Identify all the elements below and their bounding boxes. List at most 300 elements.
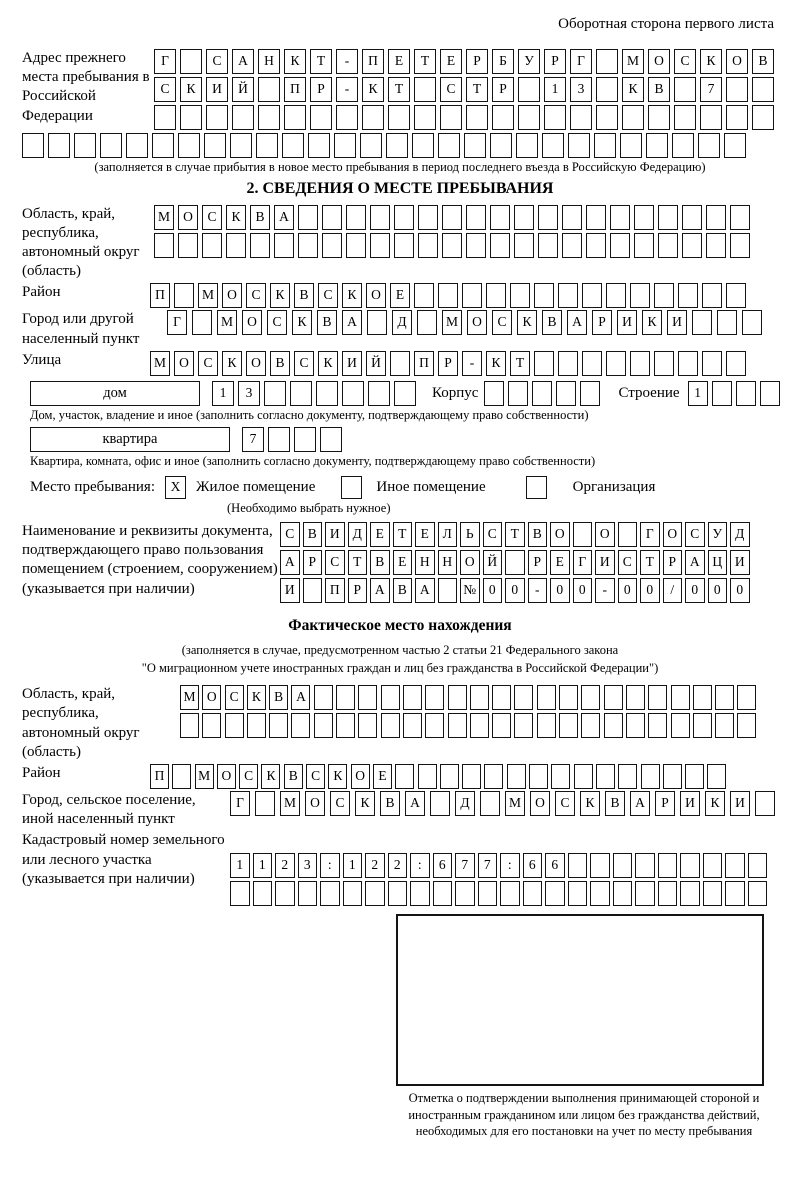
char-cell[interactable]	[298, 205, 318, 230]
char-cell[interactable]: 0	[483, 578, 503, 603]
char-cell[interactable]	[442, 233, 462, 258]
char-cell[interactable]: П	[362, 49, 384, 74]
char-cell[interactable]	[492, 685, 511, 710]
char-cell[interactable]	[518, 105, 540, 130]
char-cell[interactable]: Д	[348, 522, 368, 547]
char-cell[interactable]: С	[318, 283, 338, 308]
char-cell[interactable]: Г	[167, 310, 187, 335]
char-cell[interactable]	[484, 764, 503, 789]
char-cell[interactable]	[514, 685, 533, 710]
char-cell[interactable]	[559, 685, 578, 710]
char-cell[interactable]: А	[232, 49, 254, 74]
char-cell[interactable]	[486, 283, 506, 308]
char-cell[interactable]	[570, 105, 592, 130]
char-cell[interactable]	[594, 133, 616, 158]
char-cell[interactable]: С	[555, 791, 575, 816]
char-cell[interactable]	[703, 881, 723, 906]
char-cell[interactable]: 3	[570, 77, 592, 102]
char-cell[interactable]	[726, 283, 746, 308]
char-cell[interactable]	[556, 381, 576, 406]
char-cell[interactable]	[534, 351, 554, 376]
char-cell[interactable]: Й	[483, 550, 503, 575]
char-cell[interactable]	[154, 105, 176, 130]
char-cell[interactable]	[394, 233, 414, 258]
char-cell[interactable]	[596, 105, 618, 130]
char-cell[interactable]	[748, 853, 768, 878]
char-cell[interactable]	[386, 133, 408, 158]
char-cell[interactable]	[202, 713, 221, 738]
char-cell[interactable]: Р	[492, 77, 514, 102]
char-cell[interactable]: О	[460, 550, 480, 575]
char-cell[interactable]	[646, 133, 668, 158]
char-cell[interactable]: И	[595, 550, 615, 575]
char-cell[interactable]	[558, 351, 578, 376]
char-cell[interactable]: А	[274, 205, 294, 230]
char-cell[interactable]: У	[518, 49, 540, 74]
char-cell[interactable]	[537, 685, 556, 710]
char-cell[interactable]: К	[261, 764, 280, 789]
char-cell[interactable]	[490, 133, 512, 158]
char-cell[interactable]: С	[492, 310, 512, 335]
char-cell[interactable]: С	[225, 685, 244, 710]
char-cell[interactable]	[590, 853, 610, 878]
char-cell[interactable]	[440, 764, 459, 789]
char-cell[interactable]: Н	[415, 550, 435, 575]
char-cell[interactable]: И	[617, 310, 637, 335]
char-cell[interactable]: 7	[455, 853, 475, 878]
char-cell[interactable]: В	[542, 310, 562, 335]
char-cell[interactable]	[674, 77, 696, 102]
char-cell[interactable]	[381, 713, 400, 738]
checkbox-residential[interactable]: X	[165, 476, 186, 499]
char-cell[interactable]	[514, 233, 534, 258]
char-cell[interactable]	[367, 310, 387, 335]
char-cell[interactable]	[725, 881, 745, 906]
char-cell[interactable]	[336, 713, 355, 738]
char-cell[interactable]	[202, 233, 222, 258]
char-cell[interactable]: О	[222, 283, 242, 308]
char-cell[interactable]	[510, 283, 530, 308]
char-cell[interactable]	[654, 351, 674, 376]
char-cell[interactable]	[430, 791, 450, 816]
char-cell[interactable]: А	[685, 550, 705, 575]
char-cell[interactable]	[365, 881, 385, 906]
char-cell[interactable]: О	[242, 310, 262, 335]
char-cell[interactable]	[247, 713, 266, 738]
char-cell[interactable]	[678, 351, 698, 376]
char-cell[interactable]: Т	[640, 550, 660, 575]
char-cell[interactable]	[706, 233, 726, 258]
char-cell[interactable]: О	[530, 791, 550, 816]
char-cell[interactable]: К	[362, 77, 384, 102]
char-cell[interactable]: 7	[242, 427, 264, 452]
char-cell[interactable]	[658, 205, 678, 230]
char-cell[interactable]	[362, 105, 384, 130]
char-cell[interactable]	[568, 133, 590, 158]
char-cell[interactable]	[425, 685, 444, 710]
char-cell[interactable]	[706, 205, 726, 230]
char-cell[interactable]	[274, 233, 294, 258]
char-cell[interactable]: М	[280, 791, 300, 816]
char-cell[interactable]	[412, 133, 434, 158]
char-cell[interactable]: К	[318, 351, 338, 376]
char-cell[interactable]	[702, 283, 722, 308]
char-cell[interactable]	[542, 133, 564, 158]
char-cell[interactable]: В	[294, 283, 314, 308]
char-cell[interactable]	[508, 381, 528, 406]
char-cell[interactable]	[230, 133, 252, 158]
char-cell[interactable]: Й	[366, 351, 386, 376]
char-cell[interactable]	[730, 205, 750, 230]
char-cell[interactable]: О	[663, 522, 683, 547]
char-cell[interactable]	[678, 283, 698, 308]
char-cell[interactable]	[492, 105, 514, 130]
char-cell[interactable]: В	[605, 791, 625, 816]
char-cell[interactable]: О	[351, 764, 370, 789]
char-cell[interactable]	[680, 881, 700, 906]
char-cell[interactable]: М	[217, 310, 237, 335]
char-cell[interactable]	[448, 685, 467, 710]
char-cell[interactable]	[538, 233, 558, 258]
char-cell[interactable]	[518, 77, 540, 102]
char-cell[interactable]	[635, 853, 655, 878]
char-cell[interactable]	[730, 233, 750, 258]
char-cell[interactable]	[303, 578, 323, 603]
char-cell[interactable]	[725, 853, 745, 878]
char-cell[interactable]	[618, 764, 637, 789]
char-cell[interactable]	[206, 105, 228, 130]
char-cell[interactable]	[742, 310, 762, 335]
char-cell[interactable]	[559, 713, 578, 738]
char-cell[interactable]: К	[226, 205, 246, 230]
char-cell[interactable]	[606, 351, 626, 376]
char-cell[interactable]	[433, 881, 453, 906]
char-cell[interactable]	[368, 381, 390, 406]
char-cell[interactable]: И	[342, 351, 362, 376]
char-cell[interactable]	[736, 381, 756, 406]
char-cell[interactable]	[726, 77, 748, 102]
char-cell[interactable]	[466, 205, 486, 230]
char-cell[interactable]: Е	[440, 49, 462, 74]
char-cell[interactable]: 7	[478, 853, 498, 878]
char-cell[interactable]	[752, 77, 774, 102]
char-cell[interactable]: В	[380, 791, 400, 816]
char-cell[interactable]	[658, 881, 678, 906]
char-cell[interactable]	[230, 881, 250, 906]
char-cell[interactable]	[172, 764, 191, 789]
char-cell[interactable]	[692, 310, 712, 335]
char-cell[interactable]: Р	[466, 49, 488, 74]
char-cell[interactable]	[658, 853, 678, 878]
char-cell[interactable]	[613, 881, 633, 906]
char-cell[interactable]	[648, 685, 667, 710]
char-cell[interactable]	[672, 133, 694, 158]
char-cell[interactable]	[626, 713, 645, 738]
char-cell[interactable]	[388, 105, 410, 130]
char-cell[interactable]: 0	[685, 578, 705, 603]
char-cell[interactable]: /	[663, 578, 683, 603]
char-cell[interactable]: Е	[370, 522, 390, 547]
char-cell[interactable]	[480, 791, 500, 816]
char-cell[interactable]	[748, 881, 768, 906]
char-cell[interactable]: О	[648, 49, 670, 74]
char-cell[interactable]	[618, 522, 638, 547]
char-cell[interactable]: 0	[505, 578, 525, 603]
char-cell[interactable]	[74, 133, 96, 158]
char-cell[interactable]: 2	[365, 853, 385, 878]
char-cell[interactable]	[484, 381, 504, 406]
char-cell[interactable]: О	[178, 205, 198, 230]
char-cell[interactable]	[390, 351, 410, 376]
char-cell[interactable]: Б	[492, 49, 514, 74]
char-cell[interactable]: Т	[310, 49, 332, 74]
char-cell[interactable]: 7	[700, 77, 722, 102]
char-cell[interactable]	[658, 233, 678, 258]
char-cell[interactable]	[466, 105, 488, 130]
char-cell[interactable]: Р	[544, 49, 566, 74]
char-cell[interactable]	[682, 233, 702, 258]
char-cell[interactable]: К	[342, 283, 362, 308]
char-cell[interactable]	[470, 685, 489, 710]
char-cell[interactable]: С	[306, 764, 325, 789]
char-cell[interactable]: 1	[544, 77, 566, 102]
checkbox-organization[interactable]	[526, 476, 547, 499]
char-cell[interactable]	[414, 77, 436, 102]
char-cell[interactable]: А	[342, 310, 362, 335]
char-cell[interactable]	[152, 133, 174, 158]
char-cell[interactable]	[702, 351, 722, 376]
char-cell[interactable]: И	[680, 791, 700, 816]
char-cell[interactable]: 1	[212, 381, 234, 406]
char-cell[interactable]	[425, 713, 444, 738]
char-cell[interactable]: Е	[415, 522, 435, 547]
char-cell[interactable]: О	[366, 283, 386, 308]
char-cell[interactable]: В	[370, 550, 390, 575]
char-cell[interactable]: У	[708, 522, 728, 547]
char-cell[interactable]: С	[154, 77, 176, 102]
char-cell[interactable]: М	[180, 685, 199, 710]
char-cell[interactable]	[682, 205, 702, 230]
char-cell[interactable]	[562, 233, 582, 258]
char-cell[interactable]	[568, 881, 588, 906]
char-cell[interactable]	[590, 881, 610, 906]
char-cell[interactable]: П	[325, 578, 345, 603]
char-cell[interactable]: Н	[258, 49, 280, 74]
char-cell[interactable]	[264, 381, 286, 406]
char-cell[interactable]	[232, 105, 254, 130]
char-cell[interactable]	[360, 133, 382, 158]
char-cell[interactable]	[192, 310, 212, 335]
char-cell[interactable]: К	[486, 351, 506, 376]
char-cell[interactable]	[418, 233, 438, 258]
char-cell[interactable]: С	[198, 351, 218, 376]
char-cell[interactable]	[438, 133, 460, 158]
char-cell[interactable]: С	[202, 205, 222, 230]
char-cell[interactable]: 3	[238, 381, 260, 406]
char-cell[interactable]	[466, 233, 486, 258]
char-cell[interactable]	[414, 105, 436, 130]
char-cell[interactable]: К	[328, 764, 347, 789]
char-cell[interactable]	[410, 881, 430, 906]
char-cell[interactable]	[258, 105, 280, 130]
checkbox-other-premises[interactable]	[341, 476, 362, 499]
char-cell[interactable]: Н	[438, 550, 458, 575]
char-cell[interactable]: Й	[232, 77, 254, 102]
char-cell[interactable]: -	[595, 578, 615, 603]
char-cell[interactable]	[574, 764, 593, 789]
char-cell[interactable]	[442, 205, 462, 230]
char-cell[interactable]: 2	[275, 853, 295, 878]
char-cell[interactable]	[630, 283, 650, 308]
char-cell[interactable]	[403, 685, 422, 710]
char-cell[interactable]	[48, 133, 70, 158]
char-cell[interactable]	[626, 685, 645, 710]
char-cell[interactable]: Р	[310, 77, 332, 102]
char-cell[interactable]: И	[667, 310, 687, 335]
char-cell[interactable]	[715, 713, 734, 738]
char-cell[interactable]: В	[648, 77, 670, 102]
char-cell[interactable]: 0	[708, 578, 728, 603]
char-cell[interactable]: 2	[388, 853, 408, 878]
char-cell[interactable]	[314, 685, 333, 710]
char-cell[interactable]	[394, 205, 414, 230]
char-cell[interactable]	[320, 427, 342, 452]
char-cell[interactable]: С	[280, 522, 300, 547]
char-cell[interactable]: М	[622, 49, 644, 74]
char-cell[interactable]	[253, 881, 273, 906]
char-cell[interactable]: О	[305, 791, 325, 816]
char-cell[interactable]	[490, 233, 510, 258]
char-cell[interactable]: 6	[433, 853, 453, 878]
char-cell[interactable]	[314, 713, 333, 738]
char-cell[interactable]	[403, 713, 422, 738]
char-cell[interactable]	[269, 713, 288, 738]
char-cell[interactable]: Л	[438, 522, 458, 547]
char-cell[interactable]	[532, 381, 552, 406]
char-cell[interactable]: К	[700, 49, 722, 74]
char-cell[interactable]	[726, 351, 746, 376]
char-cell[interactable]	[514, 713, 533, 738]
char-cell[interactable]	[712, 381, 732, 406]
char-cell[interactable]	[343, 881, 363, 906]
char-cell[interactable]	[573, 522, 593, 547]
char-cell[interactable]: И	[730, 791, 750, 816]
char-cell[interactable]	[358, 713, 377, 738]
char-cell[interactable]	[581, 685, 600, 710]
char-cell[interactable]	[100, 133, 122, 158]
char-cell[interactable]: Т	[388, 77, 410, 102]
char-cell[interactable]: 0	[640, 578, 660, 603]
char-cell[interactable]: Е	[390, 283, 410, 308]
char-cell[interactable]: И	[730, 550, 750, 575]
char-cell[interactable]	[654, 283, 674, 308]
char-cell[interactable]	[256, 133, 278, 158]
char-cell[interactable]	[703, 853, 723, 878]
char-cell[interactable]: К	[705, 791, 725, 816]
char-cell[interactable]: А	[630, 791, 650, 816]
char-cell[interactable]: Е	[373, 764, 392, 789]
char-cell[interactable]	[320, 881, 340, 906]
char-cell[interactable]: О	[726, 49, 748, 74]
char-cell[interactable]: О	[217, 764, 236, 789]
char-cell[interactable]: А	[567, 310, 587, 335]
char-cell[interactable]: П	[284, 77, 306, 102]
char-cell[interactable]	[298, 881, 318, 906]
char-cell[interactable]: А	[291, 685, 310, 710]
char-cell[interactable]: 0	[550, 578, 570, 603]
char-cell[interactable]: Р	[663, 550, 683, 575]
char-cell[interactable]	[596, 77, 618, 102]
char-cell[interactable]: 1	[688, 381, 708, 406]
char-cell[interactable]	[634, 205, 654, 230]
char-cell[interactable]: А	[280, 550, 300, 575]
char-cell[interactable]: С	[267, 310, 287, 335]
char-cell[interactable]	[755, 791, 775, 816]
char-cell[interactable]	[336, 685, 355, 710]
char-cell[interactable]: Р	[303, 550, 323, 575]
char-cell[interactable]	[604, 713, 623, 738]
char-cell[interactable]: -	[462, 351, 482, 376]
char-cell[interactable]: П	[150, 764, 169, 789]
char-cell[interactable]: Т	[505, 522, 525, 547]
char-cell[interactable]: В	[269, 685, 288, 710]
char-cell[interactable]: С	[674, 49, 696, 74]
char-cell[interactable]	[440, 105, 462, 130]
char-cell[interactable]: К	[292, 310, 312, 335]
char-cell[interactable]: К	[517, 310, 537, 335]
char-cell[interactable]: О	[246, 351, 266, 376]
char-cell[interactable]: К	[180, 77, 202, 102]
char-cell[interactable]	[310, 105, 332, 130]
char-cell[interactable]	[538, 205, 558, 230]
char-cell[interactable]	[322, 205, 342, 230]
char-cell[interactable]: 0	[618, 578, 638, 603]
char-cell[interactable]: К	[222, 351, 242, 376]
char-cell[interactable]	[381, 685, 400, 710]
char-cell[interactable]	[715, 685, 734, 710]
char-cell[interactable]	[438, 578, 458, 603]
char-cell[interactable]	[336, 105, 358, 130]
char-cell[interactable]	[604, 685, 623, 710]
char-cell[interactable]: М	[154, 205, 174, 230]
char-cell[interactable]	[674, 105, 696, 130]
char-cell[interactable]	[685, 764, 704, 789]
char-cell[interactable]	[268, 427, 290, 452]
char-cell[interactable]	[534, 283, 554, 308]
char-cell[interactable]: -	[528, 578, 548, 603]
char-cell[interactable]: С	[618, 550, 638, 575]
char-cell[interactable]: 6	[523, 853, 543, 878]
char-cell[interactable]: И	[206, 77, 228, 102]
char-cell[interactable]	[698, 133, 720, 158]
char-cell[interactable]: Д	[392, 310, 412, 335]
char-cell[interactable]: -	[336, 77, 358, 102]
char-cell[interactable]	[126, 133, 148, 158]
char-cell[interactable]	[760, 381, 780, 406]
char-cell[interactable]: Р	[438, 351, 458, 376]
char-cell[interactable]: С	[294, 351, 314, 376]
char-cell[interactable]	[154, 233, 174, 258]
char-cell[interactable]	[562, 205, 582, 230]
char-cell[interactable]	[418, 764, 437, 789]
char-cell[interactable]	[581, 713, 600, 738]
char-cell[interactable]	[737, 713, 756, 738]
char-cell[interactable]	[622, 105, 644, 130]
char-cell[interactable]: В	[317, 310, 337, 335]
char-cell[interactable]: О	[202, 685, 221, 710]
char-cell[interactable]: С	[483, 522, 503, 547]
char-cell[interactable]: Р	[655, 791, 675, 816]
